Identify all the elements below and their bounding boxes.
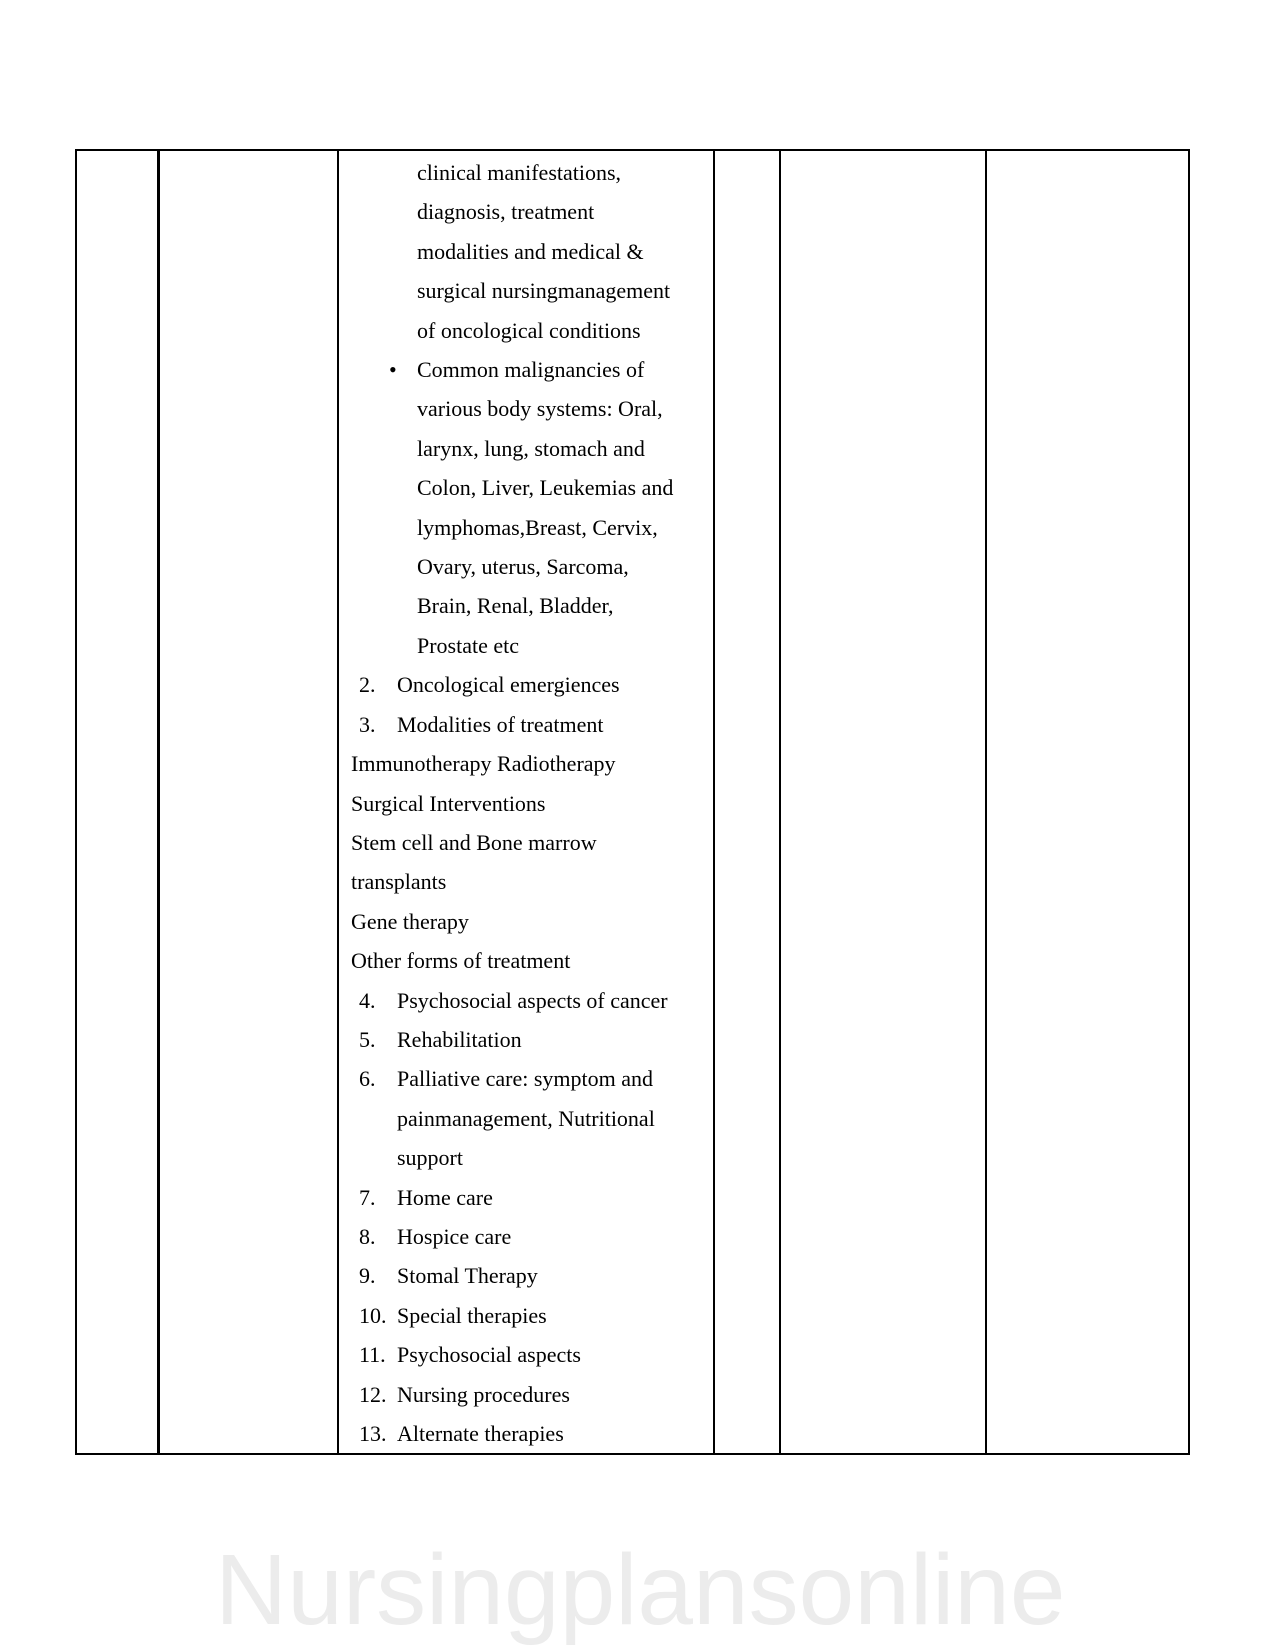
- syllabus-line: [339, 508, 713, 547]
- list-number: 13.: [359, 1421, 387, 1446]
- line-text: Stomal Therapy: [397, 1263, 538, 1289]
- syllabus-line: [339, 1414, 713, 1453]
- line-text: Alternate therapies: [397, 1421, 564, 1446]
- line-text: Stem cell and Bone marrow: [351, 829, 597, 855]
- list-number: 4.: [359, 987, 376, 1013]
- table-cell-content: [339, 151, 715, 1453]
- line-text: various body systems: Oral,: [417, 396, 663, 422]
- list-number: 8.: [359, 1223, 376, 1249]
- list-number: 5.: [359, 1026, 376, 1052]
- syllabus-line: [339, 902, 713, 941]
- syllabus-line: [339, 1020, 713, 1059]
- list-number: 7.: [359, 1184, 376, 1210]
- syllabus-line: [339, 862, 713, 901]
- list-number: 3.: [359, 711, 376, 737]
- syllabus-line: [339, 981, 713, 1020]
- syllabus-line: [339, 586, 713, 625]
- line-text: Other forms of treatment: [351, 948, 571, 974]
- syllabus-line: [339, 350, 713, 389]
- syllabus-line: [339, 1335, 713, 1374]
- list-number: 11.: [359, 1342, 386, 1368]
- line-text: transplants: [351, 869, 447, 895]
- line-text: of oncological conditions: [417, 317, 641, 343]
- line-text: diagnosis, treatment: [417, 199, 595, 225]
- line-text: support: [397, 1145, 463, 1171]
- syllabus-line: [339, 232, 713, 271]
- line-text: Home care: [397, 1184, 493, 1210]
- line-text: Colon, Liver, Leukemias and: [417, 475, 674, 501]
- line-text: Hospice care: [397, 1223, 512, 1249]
- syllabus-line: [339, 1059, 713, 1098]
- watermark-text: Nursingplansonline: [215, 1534, 1066, 1646]
- syllabus-line: [339, 1178, 713, 1217]
- syllabus-line: [339, 823, 713, 862]
- line-text: Psychosocial aspects of cancer: [397, 987, 668, 1013]
- line-text: larynx, lung, stomach and: [417, 435, 645, 461]
- syllabus-line: [339, 468, 713, 507]
- syllabus-line: [339, 626, 713, 665]
- syllabus-content: [339, 151, 713, 1453]
- syllabus-line: [339, 705, 713, 744]
- line-text: Oncological emergiences: [397, 672, 620, 698]
- list-number: 6.: [359, 1066, 376, 1092]
- syllabus-line: [339, 1217, 713, 1256]
- line-text: Brain, Renal, Bladder,: [417, 593, 614, 619]
- syllabus-line: [339, 941, 713, 980]
- line-text: Rehabilitation: [397, 1026, 522, 1052]
- table-cell-empty-5: [987, 151, 1187, 1453]
- line-text: Immunotherapy Radiotherapy: [351, 751, 616, 777]
- table-cell-empty-1: [77, 151, 160, 1453]
- line-text: Palliative care: symptom and: [397, 1066, 653, 1092]
- line-text: painmanagement, Nutritional: [397, 1105, 655, 1131]
- syllabus-line: [339, 192, 713, 231]
- syllabus-table: [75, 149, 1190, 1455]
- list-number: 9.: [359, 1263, 376, 1289]
- line-text: Common malignancies of: [417, 357, 645, 383]
- line-text: Special therapies: [397, 1302, 547, 1328]
- line-text: Psychosocial aspects: [397, 1342, 581, 1368]
- line-text: Gene therapy: [351, 908, 469, 934]
- syllabus-line: [339, 1256, 713, 1295]
- table-cell-empty-4: [781, 151, 987, 1453]
- syllabus-line: [339, 389, 713, 428]
- syllabus-line: [339, 1296, 713, 1335]
- syllabus-line: [339, 153, 713, 192]
- syllabus-line: [339, 744, 713, 783]
- line-text: Modalities of treatment: [397, 711, 604, 737]
- syllabus-line: [339, 547, 713, 586]
- list-number: 2.: [359, 672, 376, 698]
- line-text: Surgical Interventions: [351, 790, 546, 816]
- line-text: lymphomas,Breast, Cervix,: [417, 514, 658, 540]
- line-text: Nursing procedures: [397, 1381, 570, 1407]
- table-cell-empty-3: [715, 151, 781, 1453]
- syllabus-line: [339, 271, 713, 310]
- list-number: 10.: [359, 1302, 387, 1328]
- syllabus-line: [339, 665, 713, 704]
- syllabus-line: [339, 1099, 713, 1138]
- syllabus-line: [339, 1138, 713, 1177]
- line-text: surgical nursingmanagement: [417, 278, 671, 304]
- list-number: 12.: [359, 1381, 387, 1407]
- bullet-icon: •: [389, 357, 397, 383]
- line-text: modalities and medical &: [417, 238, 644, 264]
- syllabus-line: [339, 311, 713, 350]
- line-text: Prostate etc: [417, 632, 520, 658]
- line-text: clinical manifestations,: [417, 160, 622, 185]
- syllabus-line: [339, 429, 713, 468]
- syllabus-line: [339, 784, 713, 823]
- syllabus-line: [339, 1375, 713, 1414]
- table-cell-empty-2: [160, 151, 339, 1453]
- line-text: Ovary, uterus, Sarcoma,: [417, 554, 629, 580]
